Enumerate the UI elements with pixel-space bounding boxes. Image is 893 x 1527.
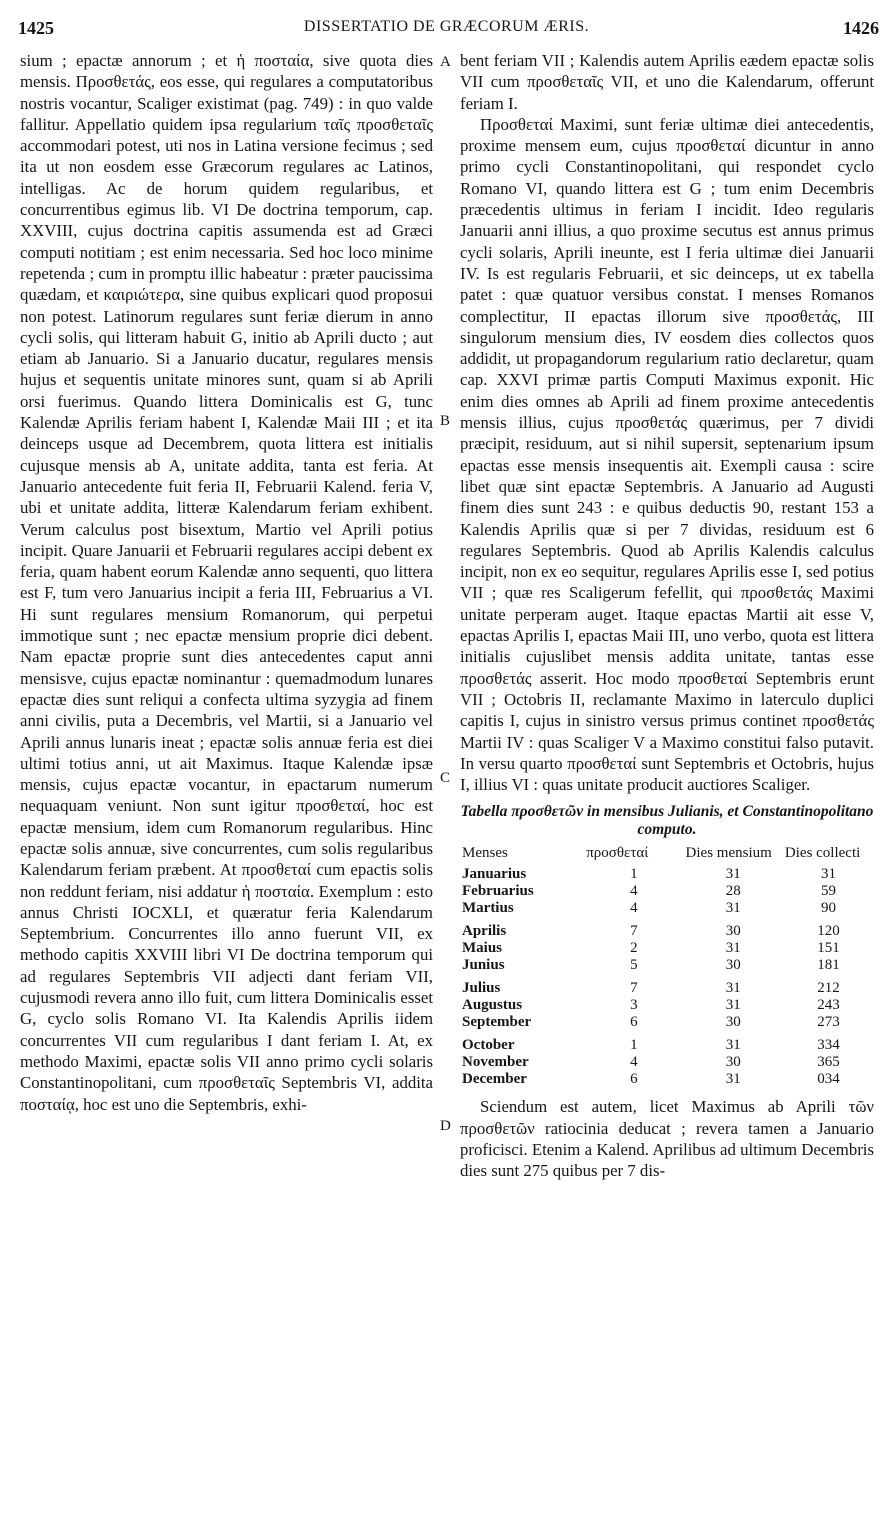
cell-month: December	[462, 1071, 527, 1088]
cell-prosthetai: 7	[630, 980, 638, 997]
table-row	[460, 1071, 874, 1088]
cell-prosthetai: 6	[630, 1014, 638, 1031]
cell-prosthetai: 5	[630, 957, 638, 974]
cell-days: 31	[725, 940, 741, 957]
cell-month: November	[462, 1054, 529, 1071]
cell-prosthetai: 1	[630, 866, 638, 883]
cell-month: Maius	[462, 940, 503, 957]
right-paragraph-1: bent feriam VII ; Kalendis autem Aprilis eædem epactæ solis VII cum προσθεταῖς VII, et uno die Kalendarum, offerunt feriam I.	[460, 51, 874, 113]
margin-letter-c: C	[440, 770, 451, 786]
table-row	[460, 866, 874, 883]
right-column	[460, 50, 874, 1182]
cell-collected: 334	[817, 1037, 840, 1054]
cell-days: 31	[725, 980, 741, 997]
header-dies-mensium: Dies mensium	[685, 845, 772, 862]
left-paragraph: sium ; epactæ annorum ; et ἡ ποσταία, sive quota dies mensis. Προσθετάς, eos esse, qui regulares a computatoribus nostris vocantur, Scaliger existimat (pag. 749) : in quo valde fallitur. Appellatio quidem ipsa regularium ταῖς προσθεταῖς accommodari potest, uti nos in Latina versione fecimus ; sed ita ut non eosdem esse Græcorum regulares ac Latinos, intelligas. Ac de horum quidem regularibus, et concurrentibus egimus lib. VI De doctrina temporum, cap. XXVIII, cujus doctrina capitis assumenda est ad Græci computi notitiam ; est enim necessaria. Sed hoc loco minime repetenda ; cum in promptu illic habeatur : præter paucissima quædam, et καιριώτερα, sine quibus explicari quod proposui non potest. Latinorum regulares sunt feriæ dierum in anno cycli solis, qui litteram habuit G, initio ab Aprili ducto ; aut etiam ab Januario. Si a Januario ducatur, regulares mensis hujus et sequentis unitate minores sunt, quam si ab Aprili orsi fuerimus. Quando littera Dominicalis est G, tunc Kalendæ Aprilis feriam habent I, Kalendæ Maii III ; et ita deinceps usque ad Decembrem, quota littera est initialis cujusque mensis ab A, unitate addita, tanta est feria. At Januario antecedente fuit feria II, Februarii Kalend. feria V, ubi et unitate addita, litteræ Kalendarum feriam exhibent. Verum calculus post bisextum, Martio vel Aprili potius incipit. Quare Januarii et Februarii regulares accipi debent ex feria, quam habent eorum Kalendæ anno sequenti, quo littera est F, tum vero Januarius incipit a feria III, Februarius a VI. Hi sunt regulares mensium Romanorum, qui perpetui immotique sunt ; nec epactæ mensium proprie dici debent. Nam epactæ proprie sunt dies antecedentes caput anni mensisve, cujus epactæ nominantur : quemadmodum lunares epactæ dies sunt reliqui a confecta ultima syzygia ad finem anni civilis, puta a Decembris, vel Martii, si a Januario vel Aprili annus lunaris ineat ; epactæ solis annuæ feria est diei ultimi totius anni, ut ait Maximus. Itaque Kalendæ ipsæ mensis, cujus epactæ vocantur, in epactarum numerum nequaquam veniunt. Non sunt igitur προσθεταί, hoc est epactæ mensium, idem cum Romanorum regularibus. Hinc epactæ solis annuæ, sive concurrentes, cum solis regularibus Kalendarum feriam præbent. At προσθεταί cum epactis solis non reddunt feriam, nisi addatur ἡ ποσταία. Exemplum : esto annus Christi IOCXLI, et quæratur feria Kalendarum Septembrium. Concurrentes illo anno fuerunt VII, ex methodo capitis XXVIII libri VI De doctrina temporum qui ad regulares Septembris VII adjecti dant feriam VII, cujusmodi revera anno illo fuit, cum littera Dominicalis esset G, cyclo solis Romano VI. Ita Kalendis Aprilis iidem concurrentes VII cum regularibus I dant feriam I. At, ex methodo Maximi, epactæ solis VII anno primo cycli solaris Constantinopolitani, cum προσθεταῖς Septembris VI, addita ποσταίᾳ, hoc est uno die Septembris, exhi-	[20, 51, 433, 1114]
cell-days: 31	[725, 1071, 741, 1088]
page-header	[0, 18, 893, 44]
cell-month: Januarius	[462, 866, 527, 883]
right-paragraph-2: Προσθεταί Maximi, sunt feriæ ultimæ diei antecedentis, proxime mensem eum, cujus προσθεταί dicuntur in anno primo cycli Constantinopolitani, qui respondet cyclo Romano VI, quando littera est G ; tum enim Decembris præcedentis ultimus in feriam I incidit. Ideo regularis Januarii anni illius, a quo proxime secutus est annus primus cycli solaris, Aprili ineunte, est I feria ultimæ diei Januarii IV. Is est regularis Februarii, et sic deinceps, ut ex tabella patet : quæ quatuor versibus constat. I menses Romanos complectitur, II epactas illorum sive προσθετάς, III singulorum mensium dies, IV eosdem dies collectos quos addidit, ut propagandorum regularium ratio declaretur, quam cap. XXVI primæ partis Computi Maximus exponit. Hic enim dies omnes ab Aprili ad finem proxime antecedentis mensis illius, cujus προσθετάς quærimus, per 7 dividi præcipit, residuum, aut si nihil supersit, septenarium ipsum epactas esse mensis insequentis ait. Exempli causa : scire libet quæ sint epactæ Septembris. A Januario ad Augusti finem dies sunt 243 : e quibus deductis 90, restant 153 a Kalendis Aprilis quæ si per 7 dividas, residuum est 6 regulares Septembris. Quod ab Aprilis Kalendis calculus incipit, non ex eo sequitur, regulares Aprilis esse I, sed potius VII ; quæ res Scaligerum fefellit, qui προσθετάς Maximi unitate perperam auget. Itaque epactas Martii ait esse V, epactas Aprilis I, epactas Maii III, uno verbo, quota est littera initialis cujuslibet mensis addita unitate, tantas esse προσθετάς asserit. Hoc modo προσθεταί Septembris erunt VII ; Octobris II, reclamante Maximo in laterculo duplici capitis I, cujus in sinistro versus primus continet προσθετάς Martii IV : quas Scaliger V a Maximo constitui falso putavit. In versu quarto προσθεταί sunt Septembris et Octobris, hujus I, illius VI : quas unitate producit auctiores Scaliger.	[460, 114, 874, 795]
cell-prosthetai: 4	[630, 900, 638, 917]
table-row	[460, 900, 874, 917]
table-row	[460, 974, 874, 997]
margin-letter-a: A	[440, 54, 451, 70]
header-menses: Menses	[462, 845, 508, 862]
cell-prosthetai: 2	[630, 940, 638, 957]
table-row	[460, 1031, 874, 1054]
cell-days: 31	[725, 997, 741, 1014]
header-prosthetai: προσθεταί	[586, 845, 649, 862]
cell-prosthetai: 6	[630, 1071, 638, 1088]
cell-month: Aprilis	[462, 923, 507, 940]
cell-days: 30	[725, 1014, 741, 1031]
page-number-left: 1425	[18, 18, 54, 38]
cell-collected: 59	[820, 883, 836, 900]
cell-month: Augustus	[462, 997, 523, 1014]
right-paragraph-3: Sciendum est autem, licet Maximus ab Aprili τῶν προσθετῶν ratiocinia deducat ; revera tamen a Januario proficisci. Etenim a Kalend. Aprilibus ad ultimum Decembris dies sunt 275 quibus per 7 dis-	[460, 1097, 874, 1181]
table-row	[460, 917, 874, 940]
cell-prosthetai: 7	[630, 923, 638, 940]
table-caption: Tabella προσθετῶν in mensibus Julianis, et Constantinopolitano computo.	[460, 803, 874, 839]
cell-month: Julius	[462, 980, 501, 997]
cell-collected: 90	[820, 900, 836, 917]
page-number-right: 1426	[843, 18, 879, 38]
cell-collected: 365	[817, 1054, 840, 1071]
cell-month: Februarius	[462, 883, 534, 900]
cell-days: 30	[725, 1054, 741, 1071]
cell-collected: 181	[817, 957, 840, 974]
left-column	[20, 50, 433, 1115]
table-row	[460, 997, 874, 1014]
table-header-row	[460, 843, 874, 866]
table-row	[460, 957, 874, 974]
table-row	[460, 883, 874, 900]
margin-letter-b: B	[440, 413, 451, 429]
cell-month: September	[462, 1014, 532, 1031]
cell-days: 31	[725, 900, 741, 917]
cell-prosthetai: 4	[630, 1054, 638, 1071]
cell-days: 30	[725, 957, 741, 974]
cell-collected: 034	[817, 1071, 840, 1088]
cell-collected: 243	[817, 997, 840, 1014]
cell-month: October	[462, 1037, 515, 1054]
cell-days: 31	[725, 866, 741, 883]
cell-days: 28	[725, 883, 741, 900]
cell-collected: 31	[820, 866, 836, 883]
cell-collected: 273	[817, 1014, 840, 1031]
cell-collected: 151	[817, 940, 840, 957]
table-row	[460, 1054, 874, 1071]
header-dies-collecti: Dies collecti	[784, 845, 861, 862]
cell-prosthetai: 3	[630, 997, 638, 1014]
cell-prosthetai: 1	[630, 1037, 638, 1054]
running-title: DISSERTATIO DE GRÆCORUM ÆRIS.	[303, 18, 590, 35]
cell-collected: 212	[817, 980, 840, 997]
cell-days: 31	[725, 1037, 741, 1054]
table-row	[460, 1014, 874, 1031]
cell-collected: 120	[817, 923, 840, 940]
prosthetai-table	[460, 843, 874, 1088]
cell-days: 30	[725, 923, 741, 940]
table-row	[460, 940, 874, 957]
margin-letter-d: D	[440, 1118, 451, 1134]
cell-prosthetai: 4	[630, 883, 638, 900]
cell-month: Junius	[462, 957, 505, 974]
cell-month: Martius	[462, 900, 514, 917]
